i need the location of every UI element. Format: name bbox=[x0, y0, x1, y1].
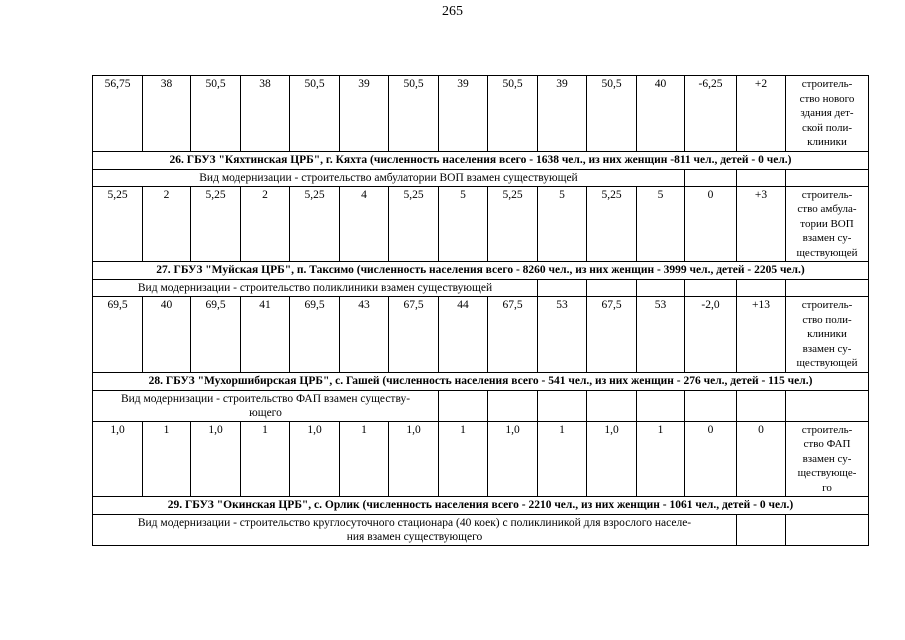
section-header: 29. ГБУЗ "Окинская ЦРБ", с. Орлик (численность населения всего - 2210 чел., из них женщин - 1061 чел., детей - 0 чел.) bbox=[93, 497, 869, 515]
table-row bbox=[93, 421, 869, 497]
value-cell: 41 bbox=[241, 297, 290, 373]
value-cell: 1 bbox=[241, 421, 290, 497]
empty-cell bbox=[786, 515, 869, 546]
modernization-row bbox=[93, 390, 869, 421]
value-cell: 69,5 bbox=[290, 297, 340, 373]
empty-cell bbox=[439, 390, 488, 421]
value-cell: 5,25 bbox=[389, 186, 439, 262]
empty-cell bbox=[685, 169, 737, 186]
section-header: 28. ГБУЗ "Мухоршибирская ЦРБ", с. Гашей (численность населения всего - 541 чел., из них женщин - 276 чел., детей - 115 чел.) bbox=[93, 372, 869, 390]
value-cell: 1 bbox=[637, 421, 685, 497]
value-cell: 69,5 bbox=[191, 297, 241, 373]
value-cell: 5,25 bbox=[488, 186, 538, 262]
value-cell: +2 bbox=[737, 76, 786, 152]
value-cell: 1,0 bbox=[389, 421, 439, 497]
section-header: 27. ГБУЗ "Муйская ЦРБ", п. Таксимо (численность населения всего - 8260 чел., из них женщин - 3999 чел., детей - 2205 чел.) bbox=[93, 262, 869, 280]
value-cell: 56,75 bbox=[93, 76, 143, 152]
value-cell: +13 bbox=[737, 297, 786, 373]
value-cell: 2 bbox=[143, 186, 191, 262]
value-cell: 1 bbox=[340, 421, 389, 497]
value-cell: 40 bbox=[143, 297, 191, 373]
page-number: 265 bbox=[442, 4, 463, 19]
value-cell: 1,0 bbox=[587, 421, 637, 497]
value-cell: 39 bbox=[340, 76, 389, 152]
value-cell: 1 bbox=[439, 421, 488, 497]
value-cell: 5 bbox=[538, 186, 587, 262]
value-cell: 1,0 bbox=[488, 421, 538, 497]
value-cell: 50,5 bbox=[587, 76, 637, 152]
value-cell: 5,25 bbox=[93, 186, 143, 262]
value-cell: 38 bbox=[143, 76, 191, 152]
note-cell: строитель- ство нового здания дет- ской поли- клиники bbox=[786, 76, 869, 152]
modernization-row bbox=[93, 280, 869, 297]
modernization-cell: Вид модернизации - строительство ФАП взамен существу- ющего bbox=[93, 390, 439, 421]
value-cell: 1 bbox=[538, 421, 587, 497]
value-cell: 44 bbox=[439, 297, 488, 373]
empty-cell bbox=[786, 390, 869, 421]
value-cell: 5 bbox=[637, 186, 685, 262]
note-cell: строитель- ство поли- клиники взамен су- ществующей bbox=[786, 297, 869, 373]
value-cell: 67,5 bbox=[587, 297, 637, 373]
empty-cell bbox=[685, 390, 737, 421]
table-row bbox=[93, 186, 869, 262]
value-cell: 69,5 bbox=[93, 297, 143, 373]
value-cell: 39 bbox=[439, 76, 488, 152]
value-cell: 0 bbox=[685, 186, 737, 262]
empty-cell bbox=[737, 169, 786, 186]
note-cell: строитель- ство амбула- тории ВОП взамен су- ществующей bbox=[786, 186, 869, 262]
modernization-row bbox=[93, 515, 869, 546]
value-cell: -2,0 bbox=[685, 297, 737, 373]
empty-cell bbox=[587, 280, 637, 297]
modernization-cell: Вид модернизации - строительство амбулатории ВОП взамен существующей bbox=[93, 169, 685, 186]
empty-cell bbox=[685, 280, 737, 297]
empty-cell bbox=[538, 390, 587, 421]
note-cell: строитель- ство ФАП взамен су- ществующе- го bbox=[786, 421, 869, 497]
value-cell: 67,5 bbox=[389, 297, 439, 373]
value-cell: 1 bbox=[143, 421, 191, 497]
value-cell: 1,0 bbox=[191, 421, 241, 497]
value-cell: 0 bbox=[685, 421, 737, 497]
section-header: 26. ГБУЗ "Кяхтинская ЦРБ", г. Кяхта (численность населения всего - 1638 чел., из них женщин -811 чел., детей - 0 чел.) bbox=[93, 151, 869, 169]
table-row bbox=[93, 297, 869, 373]
section-header-row bbox=[93, 372, 869, 390]
empty-cell bbox=[737, 515, 786, 546]
value-cell: +3 bbox=[737, 186, 786, 262]
value-cell: 67,5 bbox=[488, 297, 538, 373]
empty-cell bbox=[587, 390, 637, 421]
empty-cell bbox=[737, 390, 786, 421]
value-cell: 43 bbox=[340, 297, 389, 373]
empty-cell bbox=[737, 280, 786, 297]
value-cell: 50,5 bbox=[488, 76, 538, 152]
table-row bbox=[93, 76, 869, 152]
section-header-row bbox=[93, 497, 869, 515]
modernization-row bbox=[93, 169, 869, 186]
value-cell: 1,0 bbox=[93, 421, 143, 497]
value-cell: 40 bbox=[637, 76, 685, 152]
section-header-row bbox=[93, 262, 869, 280]
data-table bbox=[92, 75, 869, 546]
section-header-row bbox=[93, 151, 869, 169]
empty-cell bbox=[488, 390, 538, 421]
value-cell: 53 bbox=[538, 297, 587, 373]
value-cell: 5 bbox=[439, 186, 488, 262]
empty-cell bbox=[786, 169, 869, 186]
empty-cell bbox=[637, 280, 685, 297]
value-cell: 50,5 bbox=[389, 76, 439, 152]
value-cell: 4 bbox=[340, 186, 389, 262]
value-cell: 39 bbox=[538, 76, 587, 152]
value-cell: 1,0 bbox=[290, 421, 340, 497]
value-cell: 38 bbox=[241, 76, 290, 152]
modernization-cell: Вид модернизации - строительство поликлиники взамен существующей bbox=[93, 280, 538, 297]
empty-cell bbox=[637, 390, 685, 421]
empty-cell bbox=[786, 280, 869, 297]
value-cell: 50,5 bbox=[290, 76, 340, 152]
value-cell: 2 bbox=[241, 186, 290, 262]
value-cell: 50,5 bbox=[191, 76, 241, 152]
value-cell: 5,25 bbox=[290, 186, 340, 262]
value-cell: 53 bbox=[637, 297, 685, 373]
value-cell: 0 bbox=[737, 421, 786, 497]
modernization-cell: Вид модернизации - строительство круглосуточного стационара (40 коек) с поликлиникой для взрослого населе- ния взамен существующего bbox=[93, 515, 737, 546]
value-cell: 5,25 bbox=[587, 186, 637, 262]
empty-cell bbox=[538, 280, 587, 297]
value-cell: 5,25 bbox=[191, 186, 241, 262]
value-cell: -6,25 bbox=[685, 76, 737, 152]
